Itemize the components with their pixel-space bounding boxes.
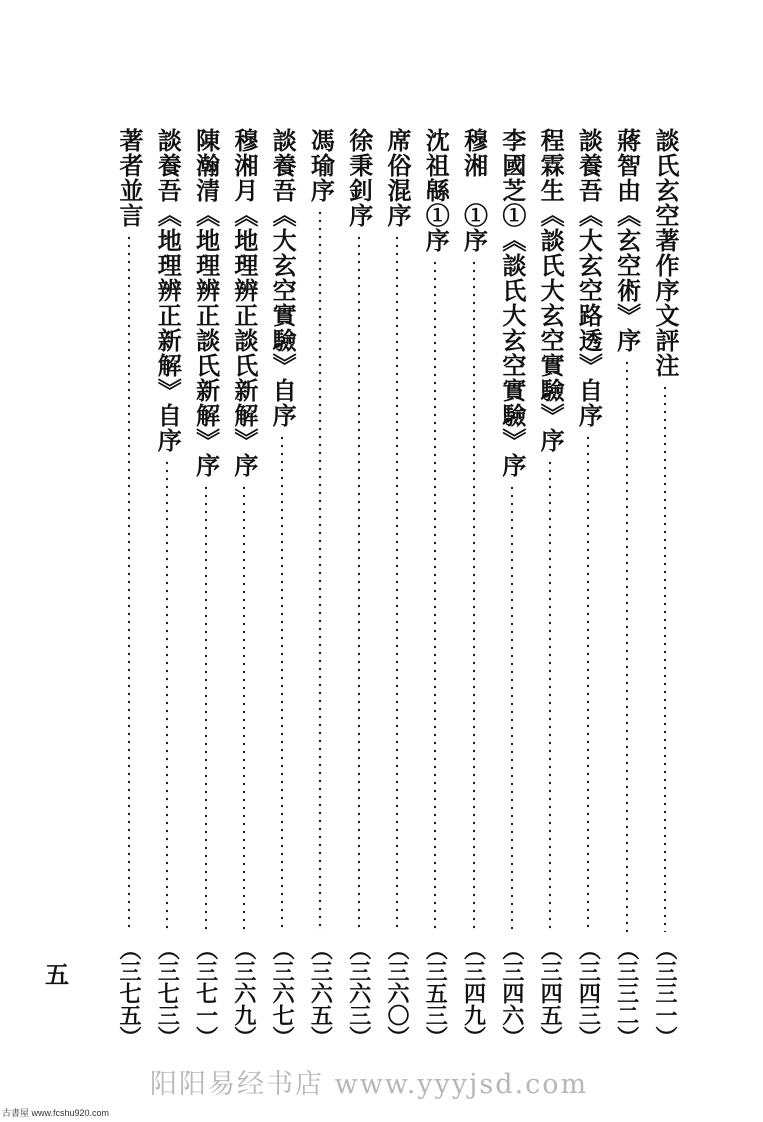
dot-leader <box>205 484 207 932</box>
dot-leader <box>128 234 130 932</box>
toc-entry[interactable] <box>418 128 452 1048</box>
dot-leader <box>396 234 398 932</box>
toc-entry-page: （三五三） <box>422 938 449 1048</box>
toc-entry[interactable] <box>227 128 261 1048</box>
dot-leader <box>319 209 321 932</box>
toc-entry-page: （三三二） <box>613 938 640 1048</box>
toc-entry-title: 蔣智由《玄空術》序 <box>612 128 642 353</box>
toc-entry-title: 徐秉釗序 <box>344 128 374 228</box>
toc-entry[interactable] <box>495 128 529 1048</box>
toc-entry-page: （三六九） <box>230 938 257 1048</box>
toc-entry[interactable] <box>533 128 567 1048</box>
dot-leader <box>626 359 628 932</box>
toc-entry[interactable] <box>112 128 146 1048</box>
toc-entry-title: 談養吾《大玄空實驗》自序 <box>268 128 298 428</box>
toc-entry[interactable] <box>457 128 491 1048</box>
toc-entry-page: （三七五） <box>116 938 142 1048</box>
dot-leader <box>434 259 436 932</box>
toc-entry-title: 談氏玄空著作序文評注 <box>650 128 680 378</box>
dot-leader <box>243 484 245 932</box>
toc-entry-title: 穆湘 ①序 <box>459 128 489 253</box>
toc-entry-title: 席俗混序 <box>382 128 412 228</box>
page-number: 五 <box>45 960 69 989</box>
dot-leader <box>281 434 283 932</box>
toc-entry-title: 沈祖緜①序 <box>421 128 451 253</box>
toc-entry-title: 穆湘月《地理辨正談氏新解》序 <box>229 128 259 478</box>
dot-leader <box>473 259 475 932</box>
toc-entry-page: （三七一） <box>192 938 219 1048</box>
toc-entry-title: 陳瀚清《地理辨正談氏新解》序 <box>191 128 221 478</box>
toc-entry[interactable] <box>380 128 414 1048</box>
dot-leader <box>664 384 666 932</box>
toc-entry-page: （三六七） <box>269 938 296 1048</box>
toc-entry[interactable] <box>265 128 299 1048</box>
toc-entry-page: （三四六） <box>498 938 525 1048</box>
dot-leader <box>549 459 551 932</box>
dot-leader <box>358 234 360 932</box>
toc-entry-title: 談養吾《地理辨正新解》自序 <box>153 128 183 453</box>
toc-entry-page: （三七三） <box>154 938 181 1048</box>
toc-entry-page: （三六三） <box>345 938 372 1048</box>
toc-entry[interactable] <box>150 128 184 1048</box>
watermark-text: 阳阳易经书店 www.yyyjsd.com <box>150 1069 589 1100</box>
dot-leader <box>511 484 513 932</box>
toc-entry-title: 程霖生《談氏大玄空實驗》序 <box>536 128 566 453</box>
dot-leader <box>166 459 168 932</box>
toc-entry-title: 談養吾《大玄空路透》自序 <box>574 128 604 428</box>
site-watermark: 古書屋 www.fcshu920.com <box>2 1108 110 1118</box>
toc-entry-page: （三六〇） <box>383 938 410 1048</box>
toc-entry-title: 李國芝①《談氏大玄空實驗》序 <box>497 128 527 478</box>
toc-entry-page: （三四五） <box>537 938 564 1048</box>
dot-leader <box>587 434 589 932</box>
toc-entry-page: （三三一） <box>651 938 678 1048</box>
toc-entry-page: （三六五） <box>307 938 334 1048</box>
toc-entry[interactable] <box>648 128 682 1048</box>
toc-entry[interactable] <box>610 128 644 1048</box>
toc-entry[interactable] <box>342 128 376 1048</box>
toc-entry-title: 馮瑜序 <box>306 128 336 203</box>
toc-entry-title: 著者並言 <box>115 128 144 228</box>
toc-entry[interactable] <box>189 128 223 1048</box>
table-of-contents <box>112 128 682 1048</box>
toc-entry-page: （三四九） <box>460 938 487 1048</box>
toc-entry[interactable] <box>571 128 605 1048</box>
toc-entry-page: （三四三） <box>575 938 602 1048</box>
toc-entry[interactable] <box>303 128 337 1048</box>
